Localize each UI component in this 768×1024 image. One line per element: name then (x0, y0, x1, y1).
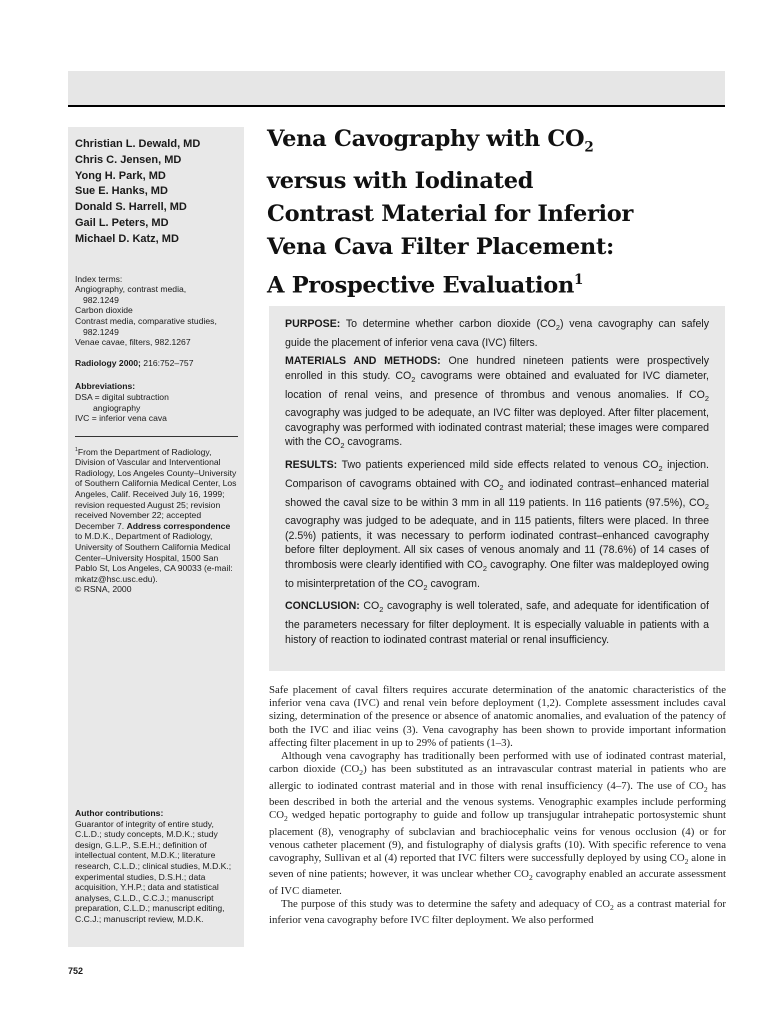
sidebar (68, 127, 244, 947)
author: Donald S. Harrell, MD (75, 201, 187, 214)
index-terms-heading: Index terms: (75, 273, 123, 284)
abstract-results: RESULTS: Two patients experienced mild side effects related to venous $CO_2$ injection. Comparison of cavograms obtained with $CO_2$ and iodinated contrast–enhanced material showed the caval size to be within 3 mm in all 119 patients. In 116 patients (97.5%), $CO_2$ cavography was judged to be adequate, and in 115 patients, filters were placed. In three (2.5%) patients, it was necessary to perform iodinated contrast–enhanced cavography before filter deployment. All six cases of venous anomaly and 11 (78.6%) of 14 cases of thrombosis were clearly identified with $CO_2$ cavography. One filter was maldeployed owing to misinterpretation of the $CO_2$ cavogram. (285, 459, 709, 592)
abstract-box (269, 306, 725, 671)
contributions-heading: Author contributions: (75, 808, 164, 818)
index-term: Carbon dioxide (75, 305, 133, 316)
body-paragraph: The purpose of this study was to determine the safety and adequacy of $CO_2$ as a contrast material for inferior vena cavography before IVC filter deployment. We also performed (269, 897, 726, 927)
citation (75, 358, 238, 369)
index-term: Contrast media, comparative studies, (75, 315, 217, 326)
copyright: © RSNA, 2000 (75, 584, 132, 595)
article-body (269, 684, 726, 927)
author: Chris C. Jensen, MD (75, 153, 182, 166)
body-paragraph: Although vena cavography has traditionally been performed with use of iodinated contrast material, carbon dioxide $(CO_2)$ has been substituted as an intravascular contrast material in patients who are allergic to iodinated contrast material and in those with renal insufficiency (4–7). The use of $CO_2$ has been described in both the arterial and the venous systems. Venographic examples include performing $CO_2$ wedged hepatic portography to guide and follow up transjugular intrahepatic portosystemic shunt placement (8), venography of subclavian and brachiocephalic veins for venous occlusion (4) or for venous catheter placement (9), and fistulography of dialysis grafts (10). With specific reference to vena cavography, Sullivan et al (4) reported that IVC filters were successfully deployed by using $CO_2$ alone in seven of nine patients; however, it was unclear whether $CO_2$ cavography enabled an accurate assessment of IVC diameter. (269, 750, 727, 897)
abbreviation: angiography (93, 402, 141, 413)
header-rule (68, 105, 725, 107)
index-terms (75, 274, 238, 348)
correspondence-text: to M.D.K., Department of Radiology, University of Southern California Medical Center–University Hospital, 1500 San Pablo St, Los Angeles, CA 90033 (e-mail: mkatz@hsc.usc.edu). (75, 531, 233, 584)
author: Sue E. Hanks, MD (75, 185, 168, 198)
abbreviation: DSA = digital subtraction (75, 391, 169, 402)
index-term: Venae cavae, filters, 982.1267 (75, 337, 191, 348)
abbreviation: IVC = inferior vena cava (75, 413, 167, 424)
citation-journal: Radiology 2000; (75, 357, 141, 368)
author-list (75, 137, 238, 248)
author: Michael D. Katz, MD (75, 232, 179, 245)
abstract-purpose: PURPOSE: To determine whether carbon dioxide $(CO_2)$ vena cavography can safely guide the placement of inferior vena cava (IVC) filters. (285, 318, 709, 349)
article-title: Vena Cavography with $CO_2$ versus with Iodinated Contrast Material for Inferior Vena Cava Filter Placement: A Prospective Evaluation$^1$ (267, 126, 634, 298)
abstract-methods: MATERIALS AND METHODS: One hundred nineteen patients were prospectively enrolled in this study. $CO_2$ cavograms were obtained and evaluated for IVC diameter, location of renal veins, and presence of thrombus and venous anomalies. If $CO_2$ cavography was judged to be adequate, an IVC filter was deployed. After filter placement, cavography was performed with iodinated contrast material; these images were compared with the $CO_2$ cavograms. (285, 355, 709, 451)
citation-pages: 216:752–757 (140, 357, 194, 368)
abbreviations-heading: Abbreviations: (75, 381, 136, 392)
affiliation-text: From the Department of Radiology, Division of Vascular and Interventional Radiology, Los Angeles County–University of Southern California Medical Center, Los Angeles, Calif. Received July 16, 1999; revision requested August 25; revision received November 22; accepted December 7. (75, 446, 237, 531)
correspondence-label: Address correspondence (126, 520, 231, 531)
index-term: Angiography, contrast media, (75, 284, 187, 295)
author: Gail L. Peters, MD (75, 216, 169, 229)
abbreviations (75, 381, 238, 423)
contributions-text: Guarantor of integrity of entire study, C.L.D.; study concepts, M.D.K.; study design, G.L.P., S.E.H.; definition of intellectual content, M.D.K.; literature research, C.L.D.; clinical studies, M.D.K.; experimental studies, D.S.H.; data acquisition, Y.H.P.; data and statistical analyses, C.L.D., C.C.J.; manuscript preparation, C.L.D.; manuscript editing, C.C.J.; manuscript review, M.D.K. (75, 818, 232, 924)
author: Christian L. Dewald, MD (75, 138, 201, 150)
body-paragraph: Safe placement of caval filters requires accurate determination of the anatomic characteristics of the inferior vena cava (IVC) and renal vein before deployment (1,2). Complete assessment includes caval sizing, determination of the presence or absence of anatomic anomalies, and evaluation of the patency of both the IVC and iliac veins (3). Vena cavography has been shown to provide important information affecting filter placement in up to 29% of patients (1–3). (269, 684, 726, 749)
index-term: 982.1249 (83, 294, 119, 305)
author-contributions (75, 808, 238, 925)
abstract-conclusion: CONCLUSION: $CO_2$ cavography is well tolerated, safe, and adequate for identification of the parameters necessary for filter deployment. It is especially valuable in patients with a history of reaction to iodinated contrast material or renal insufficiency. (285, 600, 709, 646)
index-term: 982.1249 (83, 326, 119, 337)
header-band (68, 71, 725, 105)
affiliation-note (75, 445, 238, 595)
sidebar-divider (75, 436, 238, 437)
author: Yong H. Park, MD (75, 169, 166, 182)
affiliation-footnote-mark: 1 (75, 446, 78, 453)
page-number: 752 (68, 966, 84, 976)
